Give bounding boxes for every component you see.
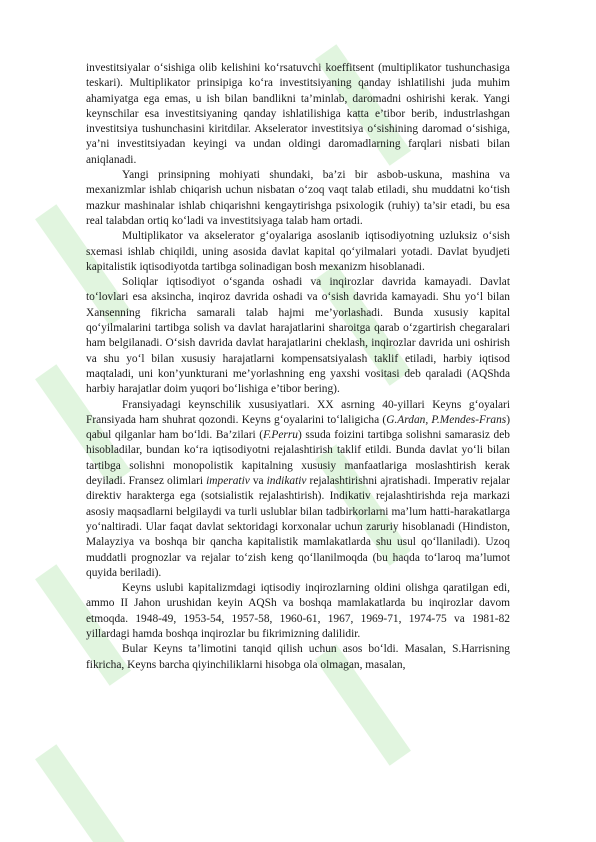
paragraph <box>86 275 510 397</box>
text-run: Soliqlar iqtisodiyot o‘sganda oshadi va inqirozlar davrida kamayadi. Davlat to‘lovlari esa aksincha, inqiroz davrida oshadi va o‘sish davrida kamayadi. Shu yo‘l bilan Xansenning fikricha samarali talab hajmi me’yorlashadi. Bunda xususiy kapital qo‘yilmalarini tartibga solish va davlat harajatlarini sharoitga qarab o‘zgartirish chegaralari ham belgilanadi. O‘sish davrida davlat harajatlarini cheklash, inqirozlar davrida uni oshirish va shu yo‘l bilan xususiy harajatlarni kompensatsiyalash taklif etiladi, harbiy iqtisod maqtaladi, uni kon’yunkturani me’yorlashning eng yaxshi vositasi deb qaraladi (AQShda harbiy harajatlar doim yuqori bo‘lishiga e’tibor bering). <box>86 276 510 396</box>
text-run: Keyns uslubi kapitalizmdagi iqtisodiy inqirozlarning oldini olishga qaratilgan edi, ammo II Jahon urushidan keyin AQSh va boshqa mamlakatlarda bu inqirozlar davom etmoqda. 1948-49, 1953-54, 1957-58, 1960-61, 1967, 1969-71, 1974-75 va 1981-82 yillardagi hamda boshqa inqirozlar bu fikrimizning dalilidir. <box>86 582 510 640</box>
italic-text: indikativ <box>266 475 307 488</box>
text-run: Yangi prinsipning mohiyati shundaki, ba’zi bir asbob-uskuna, mashina va mexanizmlar ishlab chiqarish uchun nisbatan o‘zoq vaqt talab etiladi, shu muddatni ko‘tish mazkur mashinalar ishlab chiqarishni kengaytirishga psixologik (ruhiy) ta’sir etadi, bu esa real talabdan ortiq ko‘ladi va investitsiyaga talab ham ortadi. <box>86 169 510 227</box>
italic-text: G.Ardan, P.Mendes-Frans <box>386 413 507 426</box>
paragraph <box>86 168 510 229</box>
text-run: investitsiyalar o‘sishiga olib kelishini ko‘rsatuvchi koeffitsent (multiplikator tushunchasiga teskari). Multiplikator prinsipiga ko‘ra investitsiyaning qanday ishlatilishi juda muhim ahamiyatga ega emas, u ish bilan bandlikni ta’minlab, daromadni oshirishi kerak. Yangi keynschilar esa investitsiyaning qanday ishlatilishiga katta e’tibor berib, industrlashgan investitsiya tushunchasini kiritdilar. Akselerator investitsiya o‘sishining daromad o‘sishiga, ya’ni investitsiyadan keyingi va undan oldingi daromadlarning farqlari nisbati bilan aniqlanadi. <box>86 62 510 166</box>
text-run: Fransiyadagi keynschilik xususiyatlari. XX asrning 40-yillari Keyns g‘oyalari Fransiyada ham shuhrat qozondi. Keyns g‘oyalarini to‘laligicha ( <box>86 398 510 426</box>
document-page <box>86 61 510 673</box>
paragraph <box>86 642 510 673</box>
paragraph <box>86 581 510 642</box>
text-run: ) qabul qilganlar ham bo‘ldi. Ba’zilari ( <box>86 413 510 442</box>
text-run: va <box>249 475 267 488</box>
italic-text: imperativ <box>206 475 250 488</box>
paragraph <box>86 229 510 275</box>
paragraph <box>86 398 510 582</box>
text-run: Multiplikator va akselerator g‘oyalariga asoslanib iqtisodiyotning uzluksiz o‘sish sxemasi ishlab chiqildi, uning asosida davlat kapital qo‘yilmalari yotadi. Davlat byudjeti kapitalistik iqtisodiyotda tartibga solinadigan bosh mexanizm hisoblanadi. <box>86 230 510 273</box>
italic-text: F.Perru <box>263 429 298 442</box>
text-run: rejalashtirishni ajratishadi. Imperativ rejalar direktiv harakterga ega (sotsialistik rejalashtirish). Indikativ rejalashtirishda reja markazi asosiy maqsadlarni belgilaydi va turli uslublar bilan tadbirkorlarni ma’lum hatti-harakatlarga yo‘naltiradi. Ular faqat davlat sektoridagi korxonalar uchun zaruriy hisoblanadi (Hindiston, Malayziya va boshqa bir qancha kapitalistik mamlakatlarda shu usul qo‘llaniladi). Uzoq muddatli prognozlar va rejalar to‘zish keng qo‘llanilmoqda (bu haqda to‘laroq ma’lumot quyida beriladi). <box>86 475 510 579</box>
text-run: ) ssuda foizini tartibga solishni samarasiz deb hisobladilar, bundan ko‘ra iqtisodiyotni rejalashtirish taklif etildi. Bunda davlat yo‘li bilan tartibga solishni monopolistik kapitalning xususiy manfaatlariga moslashtirish kerak deyiladi. Fransez olimlari <box>86 429 510 488</box>
text-run: Bular Keyns ta’limotini tanqid qilish uchun asos bo‘ldi. Masalan, S.Harrisning fikricha, Keyns barcha qiyinchiliklarni hisobga ola olmagan, masalan, <box>86 643 510 671</box>
paragraph <box>86 61 510 168</box>
watermark-band <box>35 744 131 842</box>
